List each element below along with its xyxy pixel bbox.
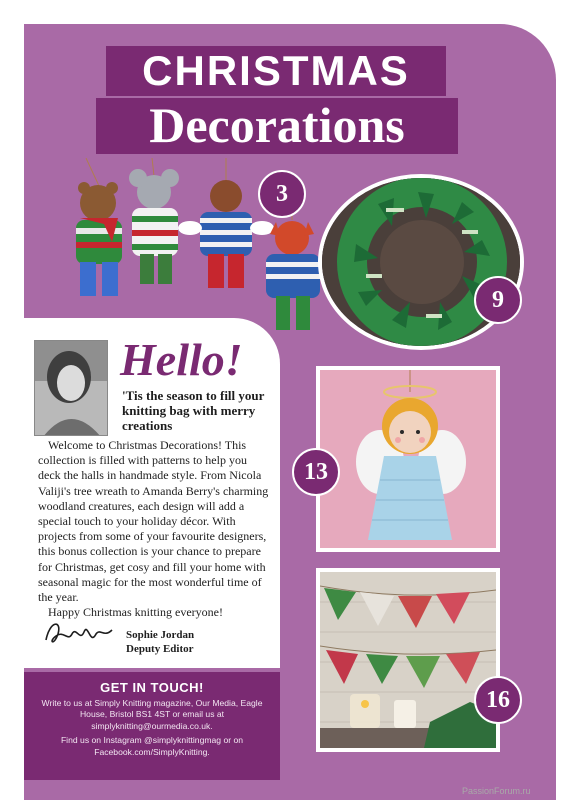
title-christmas: CHRISTMAS	[106, 46, 446, 96]
handwritten-signature	[42, 612, 118, 652]
letter-paragraph: Welcome to Christmas Decorations! This collection is filled with patterns to help you deck the halls in handmade style. From Nicola Valiji's tree wreath to Amanda Berry's charming woodland creatures, each design will add a special touch to your holiday décor. With projects from some of your favourite designers, this bonus collection is your chance to prepare for Christmas, get cosy and fill your home with seasonal magic for the most wonderful time of the year.	[38, 438, 269, 605]
badge-9: 9	[474, 276, 522, 324]
title-decorations: Decorations	[96, 98, 458, 154]
bunting-photo	[316, 568, 500, 752]
signature-block	[126, 628, 194, 656]
badge-16: 16	[474, 676, 522, 724]
letter-body	[38, 438, 270, 620]
editor-name: Sophie Jordan	[126, 629, 195, 641]
letter-subhead: 'Tis the season to fill your knitting bag with merry creations	[122, 388, 265, 433]
editor-portrait	[34, 340, 108, 436]
badge-3: 3	[258, 170, 306, 218]
hello-heading: Hello!	[120, 334, 243, 385]
get-in-touch-heading: GET IN TOUCH!	[100, 680, 204, 695]
editor-role: Deputy Editor	[126, 643, 194, 655]
angel-photo	[316, 366, 500, 552]
badge-13: 13	[292, 448, 340, 496]
watermark: PassionForum.ru	[462, 786, 531, 796]
contact-address: Write to us at Simply Knitting magazine, Our Media, Eagle House, Bristol BS1 4ST or email us at simplyknitting@ourmedia.co.uk.	[41, 698, 263, 731]
contact-social: Find us on Instagram @simplyknittingmag or on Facebook.com/SimplyKnitting.	[60, 735, 244, 757]
letter-paragraph: Happy Christmas knitting everyone!	[48, 605, 223, 620]
get-in-touch-box	[24, 672, 280, 780]
